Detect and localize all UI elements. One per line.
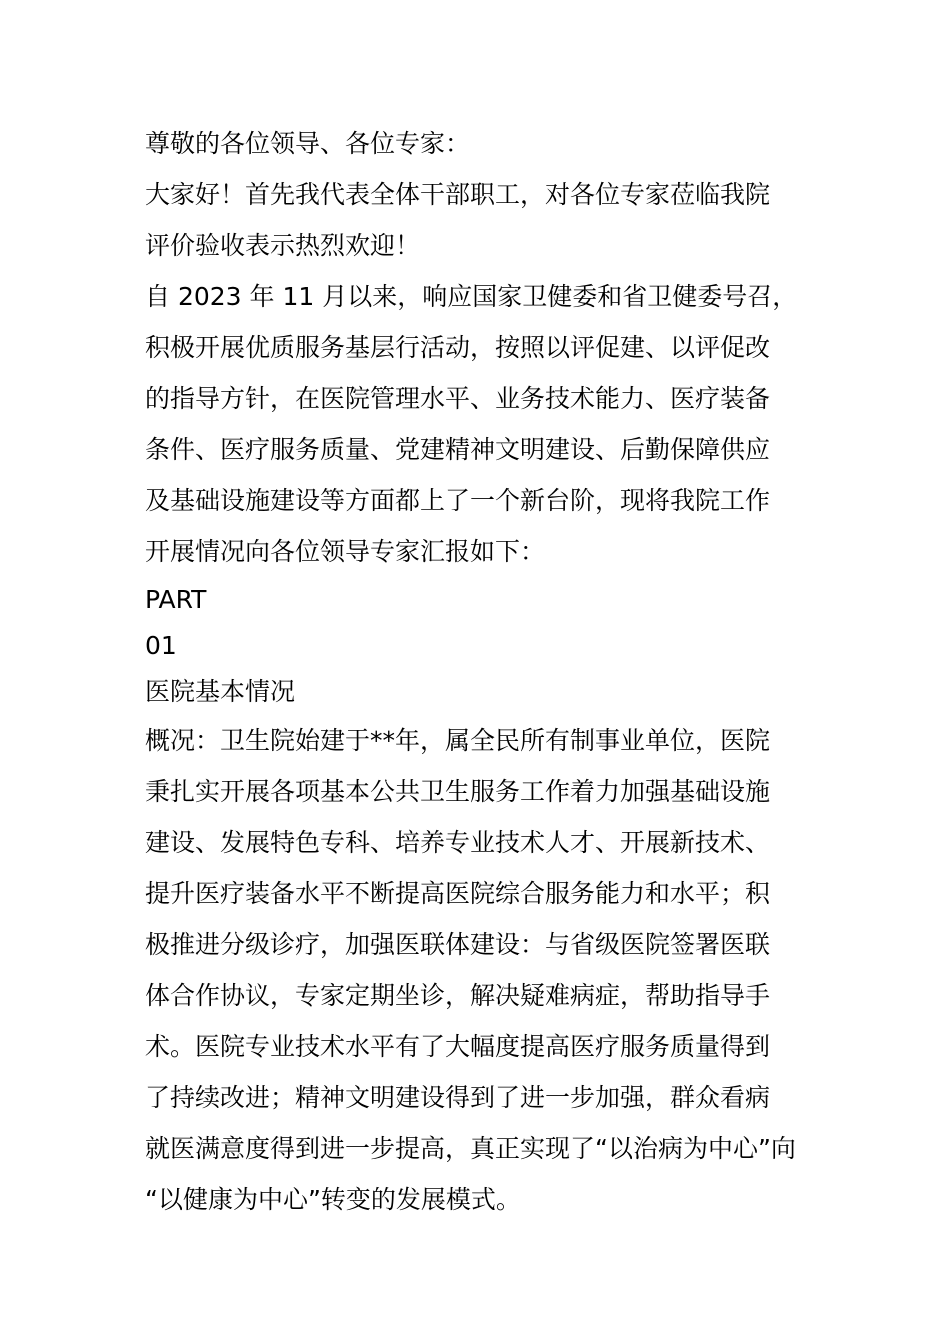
greeting-line: 评价验收表示热烈欢迎！ — [145, 231, 421, 260]
intro-line: 自 2023 年 11 月以来，响应国家卫健委和省卫健委号召， — [145, 282, 798, 311]
overview-paragraph — [145, 715, 807, 1225]
overview-line: 提升医疗装备水平不断提高医院综合服务能力和水平；积 — [145, 879, 771, 908]
greeting-line: 大家好！首先我代表全体干部职工，对各位专家莅临我院 — [145, 180, 771, 209]
overview-line: 概况：卫生院始建于**年，属全民所有制事业单位，医院 — [145, 726, 771, 755]
overview-line: 体合作协议，专家定期坐诊，解决疑难病症，帮助指导手 — [145, 981, 771, 1010]
document-page — [145, 118, 807, 1225]
salutation — [145, 118, 807, 169]
greeting-paragraph — [145, 169, 807, 271]
intro-line: 及基础设施建设等方面都上了一个新台阶，现将我院工作 — [145, 486, 771, 515]
part-label: PART — [145, 585, 207, 614]
intro-paragraph — [145, 271, 807, 577]
overview-line: 了持续改进；精神文明建设得到了进一步加强，群众看病 — [145, 1083, 771, 1112]
overview-line: “以健康为中心”转变的发展模式。 — [145, 1185, 521, 1214]
intro-line: 的指导方针，在医院管理水平、业务技术能力、医疗装备 — [145, 384, 771, 413]
overview-line: 建设、发展特色专科、培养专业技术人才、开展新技术、 — [145, 828, 771, 857]
section-title: 医院基本情况 — [145, 677, 296, 706]
overview-line: 秉扎实开展各项基本公共卫生服务工作着力加强基础设施 — [145, 777, 771, 806]
intro-line: 开展情况向各位领导专家汇报如下： — [145, 537, 546, 566]
salutation-line: 尊敬的各位领导、各位专家： — [145, 129, 471, 158]
overview-line: 就医满意度得到进一步提高，真正实现了“以治病为中心”向 — [145, 1134, 796, 1163]
part-number: 01 — [145, 631, 177, 660]
intro-line: 积极开展优质服务基层行活动，按照以评促建、以评促改 — [145, 333, 771, 362]
intro-line: 条件、医疗服务质量、党建精神文明建设、后勤保障供应 — [145, 435, 771, 464]
overview-line: 极推进分级诊疗，加强医联体建设：与省级医院签署医联 — [145, 930, 771, 959]
overview-line: 术。医院专业技术水平有了大幅度提高医疗服务质量得到 — [145, 1032, 771, 1061]
